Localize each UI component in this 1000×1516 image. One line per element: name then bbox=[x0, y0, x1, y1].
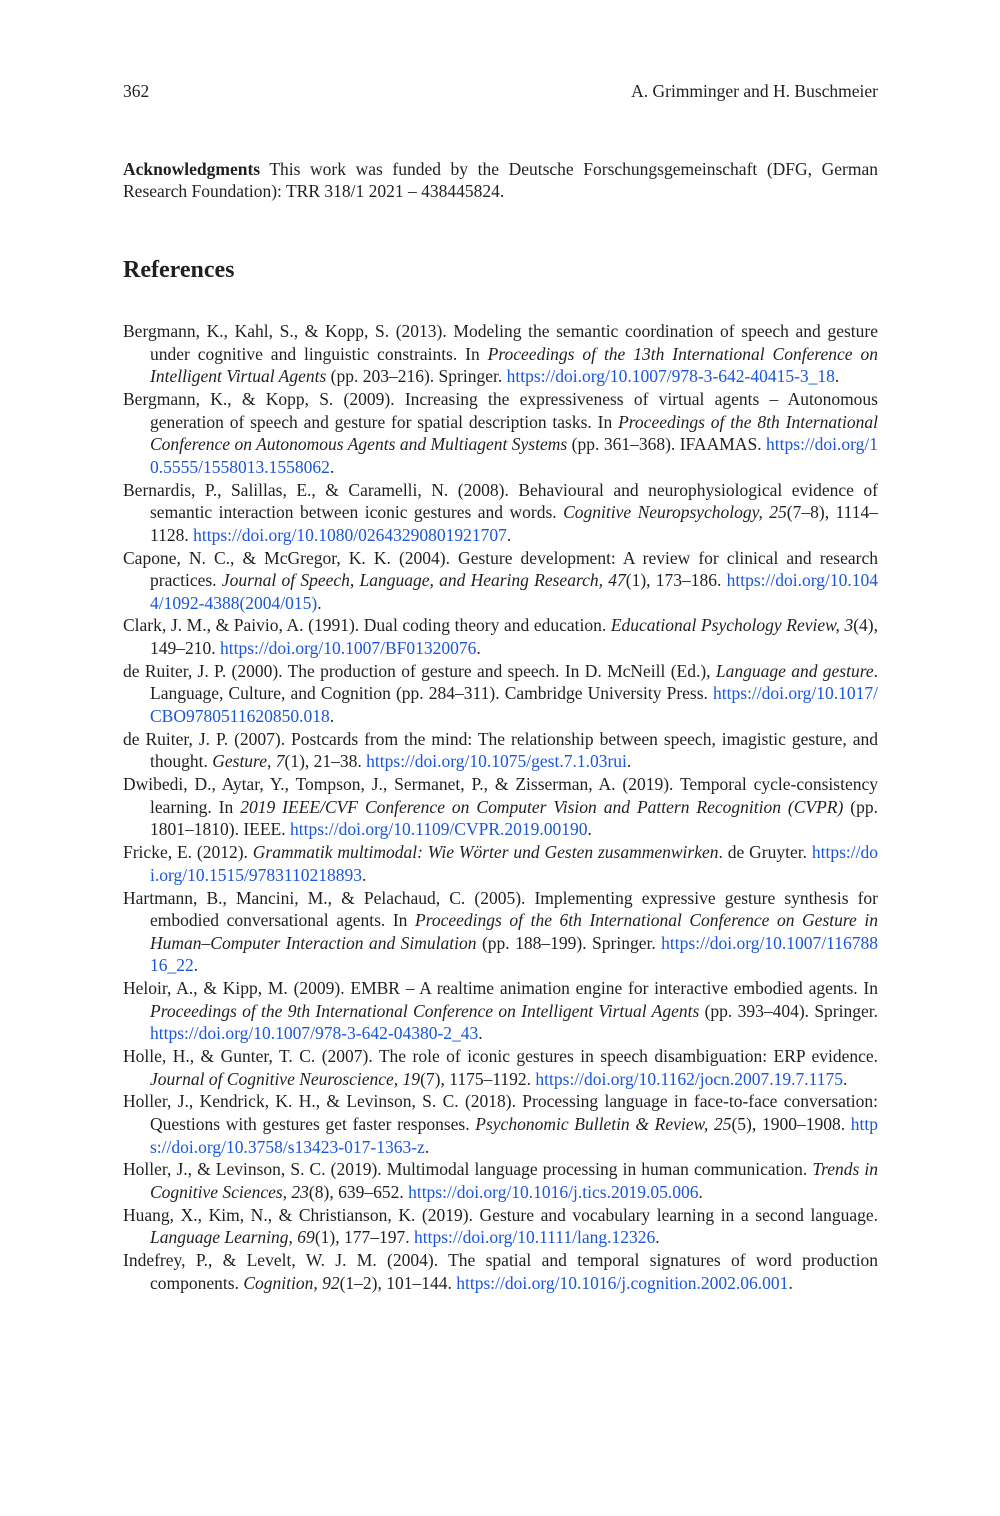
reference-doi-link[interactable]: https://doi.org/10.1007/11678816_22 bbox=[150, 932, 878, 976]
reference-text: Hartmann, B., Mancini, M., & Pelachaud, C. (2005). Implementing expressive gesture synthesis for embodied conversational agents. In bbox=[123, 887, 878, 931]
acknowledgments-paragraph bbox=[123, 158, 878, 203]
reference-end-punctuation: . bbox=[626, 751, 632, 772]
reference-text: de Ruiter, J. P. (2000). The production of gesture and speech. In D. McNeill (Ed.), bbox=[123, 660, 716, 681]
reference-doi-link[interactable]: https://doi.org/10.1016/j.tics.2019.05.006 bbox=[408, 1182, 699, 1202]
reference-details: (7), 1175–1192. bbox=[420, 1068, 536, 1089]
acknowledgments-text: This work was funded by the Deutsche Forschungsgemeinschaft (DFG, German Research Foundation): TRR 318/1 2021 – 438445824. bbox=[123, 158, 878, 201]
reference-end-punctuation: . bbox=[476, 638, 481, 659]
reference-item bbox=[123, 841, 878, 886]
reference-details: . de Gruyter. bbox=[718, 842, 812, 863]
reference-source-title: Cognitive Neuropsychology, 25 bbox=[563, 502, 787, 523]
reference-item bbox=[123, 660, 878, 728]
reference-end-punctuation: . bbox=[329, 456, 335, 477]
reference-end-punctuation: . bbox=[655, 1227, 660, 1248]
reference-item bbox=[123, 728, 878, 773]
reference-text: Bernardis, P., Salillas, E., & Caramelli, N. (2008). Behavioural and neurophysiological evidence of semantic interaction between iconic gestures and words. bbox=[123, 479, 878, 523]
reference-item bbox=[123, 614, 878, 659]
reference-text: Holler, J., & Levinson, S. C. (2019). Multimodal language processing in human communication. bbox=[123, 1159, 813, 1180]
reference-end-punctuation: . bbox=[587, 819, 592, 840]
reference-text: Bergmann, K., Kahl, S., & Kopp, S. (2013). Modeling the semantic coordination of speech and gesture under cognitive and linguistic constraints. In bbox=[123, 321, 878, 364]
reference-source-title: Trends in Cognitive Sciences, 23 bbox=[150, 1159, 879, 1202]
reference-text: Capone, N. C., & McGregor, K. K. (2004). Gesture development: A review for clinical and research practices. bbox=[123, 547, 878, 591]
reference-details: (1–2), 101–144. bbox=[339, 1272, 457, 1293]
reference-details: (pp. 393–404). Springer. bbox=[699, 1000, 878, 1021]
reference-doi-link[interactable]: https://doi.org/10.1111/lang.12326 bbox=[413, 1227, 656, 1248]
reference-text: Clark, J. M., & Paivio, A. (1991). Dual coding theory and education. bbox=[123, 615, 611, 636]
reference-text: Dwibedi, D., Aytar, Y., Tompson, J., Sermanet, P., & Zisserman, A. (2019). Temporal cycle-consistency learning. In bbox=[123, 774, 878, 817]
reference-source-title: Proceedings of the 9th International Conference on Intelligent Virtual Agents bbox=[150, 1000, 700, 1021]
reference-details: (pp. 203–216). Springer. bbox=[326, 366, 507, 387]
reference-doi-link[interactable]: https://doi.org/10.1162/jocn.2007.19.7.1175 bbox=[535, 1068, 843, 1089]
reference-details: (1), 173–186. bbox=[625, 570, 727, 591]
references-heading: References bbox=[123, 257, 235, 283]
reference-text: Huang, X., Kim, N., & Christianson, K. (2019). Gesture and vocabulary learning in a second language. bbox=[123, 1204, 878, 1225]
reference-doi-link[interactable]: https://doi.org/10.1017/CBO9780511620850.018 bbox=[150, 683, 878, 727]
reference-source-title: Gesture, 7 bbox=[212, 751, 285, 772]
reference-text: Holle, H., & Gunter, T. C. (2007). The role of iconic gestures in speech disambiguation: ERP evidence. bbox=[123, 1046, 878, 1067]
reference-details: (5), 1900–1908. bbox=[731, 1114, 851, 1135]
reference-text: Fricke, E. (2012). bbox=[123, 842, 253, 863]
reference-source-title: Proceedings of the 8th International Conference on Autonomous Agents and Multiagent Systems bbox=[150, 411, 878, 455]
reference-list bbox=[123, 320, 878, 1295]
reference-end-punctuation: . bbox=[834, 366, 840, 387]
reference-end-punctuation: . bbox=[193, 955, 199, 976]
reference-item bbox=[123, 1204, 878, 1249]
reference-end-punctuation: . bbox=[478, 1023, 483, 1044]
reference-item bbox=[123, 388, 878, 478]
page-number: 362 bbox=[123, 81, 150, 101]
running-header-authors: A. Grimminger and H. Buschmeier bbox=[631, 81, 878, 101]
reference-end-punctuation: . bbox=[698, 1182, 703, 1202]
reference-end-punctuation: . bbox=[317, 592, 322, 613]
reference-details: (pp. 188–199). Springer. bbox=[476, 932, 662, 953]
reference-item bbox=[123, 1045, 878, 1090]
reference-doi-link[interactable]: https://doi.org/10.3758/s13423-017-1363-z bbox=[150, 1114, 879, 1157]
reference-item bbox=[123, 1158, 878, 1203]
reference-end-punctuation: . bbox=[788, 1272, 793, 1293]
reference-end-punctuation: . bbox=[424, 1136, 430, 1157]
acknowledgments-label: Acknowledgments bbox=[123, 158, 261, 179]
reference-details: (pp. 361–368). IFAAMAS. bbox=[567, 434, 767, 455]
reference-source-title: Language and gesture bbox=[715, 660, 874, 681]
reference-doi-link[interactable]: https://doi.org/10.1007/978-3-642-40415-3_18 bbox=[506, 366, 835, 387]
reference-item bbox=[123, 479, 878, 547]
reference-item bbox=[123, 977, 878, 1045]
reference-item bbox=[123, 773, 878, 841]
reference-details: (1), 21–38. bbox=[284, 751, 367, 772]
reference-doi-link[interactable]: https://doi.org/10.1109/CVPR.2019.00190 bbox=[289, 819, 588, 840]
reference-end-punctuation: . bbox=[329, 706, 335, 727]
reference-details: (4), 149–210. bbox=[150, 615, 879, 659]
reference-source-title: Psychonomic Bulletin & Review, 25 bbox=[475, 1114, 732, 1135]
reference-text: de Ruiter, J. P. (2007). Postcards from the mind: The relationship between speech, imagistic gesture, and thought. bbox=[123, 728, 878, 772]
reference-end-punctuation: . bbox=[361, 864, 367, 885]
reference-end-punctuation: . bbox=[506, 524, 512, 545]
reference-source-title: Educational Psychology Review, 3 bbox=[610, 615, 854, 636]
reference-text: Bergmann, K., & Kopp, S. (2009). Increasing the expressiveness of virtual agents – Autonomous generation of speech and gesture for spatial description tasks. In bbox=[123, 388, 878, 432]
reference-source-title: Journal of Speech, Language, and Hearing Research, 47 bbox=[221, 570, 626, 591]
reference-source-title: Proceedings of the 6th International Conference on Gesture in Human–Computer Interaction and Simulation bbox=[150, 910, 878, 953]
reference-doi-link[interactable]: https://doi.org/10.1016/j.cognition.2002.06.001 bbox=[456, 1272, 789, 1293]
reference-item bbox=[123, 1249, 878, 1294]
reference-details: . Language, Culture, and Cognition (pp. 284–311). Cambridge University Press. bbox=[150, 660, 878, 704]
reference-source-title: Journal of Cognitive Neuroscience, 19 bbox=[150, 1068, 421, 1089]
reference-doi-link[interactable]: https://doi.org/10.1075/gest.7.1.03rui bbox=[366, 751, 627, 772]
reference-text: Indefrey, P., & Levelt, W. J. M. (2004). The spatial and temporal signatures of word production components. bbox=[123, 1250, 878, 1293]
reference-doi-link[interactable]: https://doi.org/10.1515/9783110218893 bbox=[150, 842, 878, 885]
reference-doi-link[interactable]: https://doi.org/10.1007/978-3-642-04380-2_43 bbox=[150, 1023, 479, 1044]
reference-details: (7–8), 1114–1128. bbox=[150, 502, 878, 545]
reference-end-punctuation: . bbox=[842, 1068, 848, 1089]
reference-details: (1), 177–197. bbox=[314, 1227, 414, 1248]
reference-item bbox=[123, 547, 878, 615]
reference-source-title: Language Learning, 69 bbox=[150, 1227, 315, 1248]
reference-item bbox=[123, 320, 878, 388]
reference-source-title: Grammatik multimodal: Wie Wörter und Gesten zusammenwirken bbox=[252, 842, 719, 863]
reference-doi-link[interactable]: https://doi.org/10.1080/02643290801921707 bbox=[193, 524, 507, 545]
reference-item bbox=[123, 1090, 878, 1158]
reference-source-title: Cognition, 92 bbox=[243, 1272, 340, 1293]
reference-text: Heloir, A., & Kipp, M. (2009). EMBR – A realtime animation engine for interactive embodied agents. In bbox=[123, 978, 878, 999]
reference-source-title: Proceedings of the 13th International Conference on Intelligent Virtual Agents bbox=[150, 343, 878, 387]
reference-text: Holler, J., Kendrick, K. H., & Levinson, S. C. (2018). Processing language in face-to-face conversation: Questions with gestures get faster responses. bbox=[123, 1091, 878, 1135]
reference-doi-link[interactable]: https://doi.org/10.1007/BF01320076 bbox=[220, 638, 477, 659]
reference-details: (8), 639–652. bbox=[308, 1182, 409, 1202]
reference-details: (pp. 1801–1810). IEEE. bbox=[150, 796, 878, 840]
reference-item bbox=[123, 887, 878, 977]
reference-doi-link[interactable]: https://doi.org/10.5555/1558013.1558062 bbox=[150, 434, 879, 477]
reference-source-title: 2019 IEEE/CVF Conference on Computer Vision and Pattern Recognition (CVPR) bbox=[240, 796, 844, 817]
reference-doi-link[interactable]: https://doi.org/10.1044/1092-4388(2004/015) bbox=[150, 570, 878, 613]
